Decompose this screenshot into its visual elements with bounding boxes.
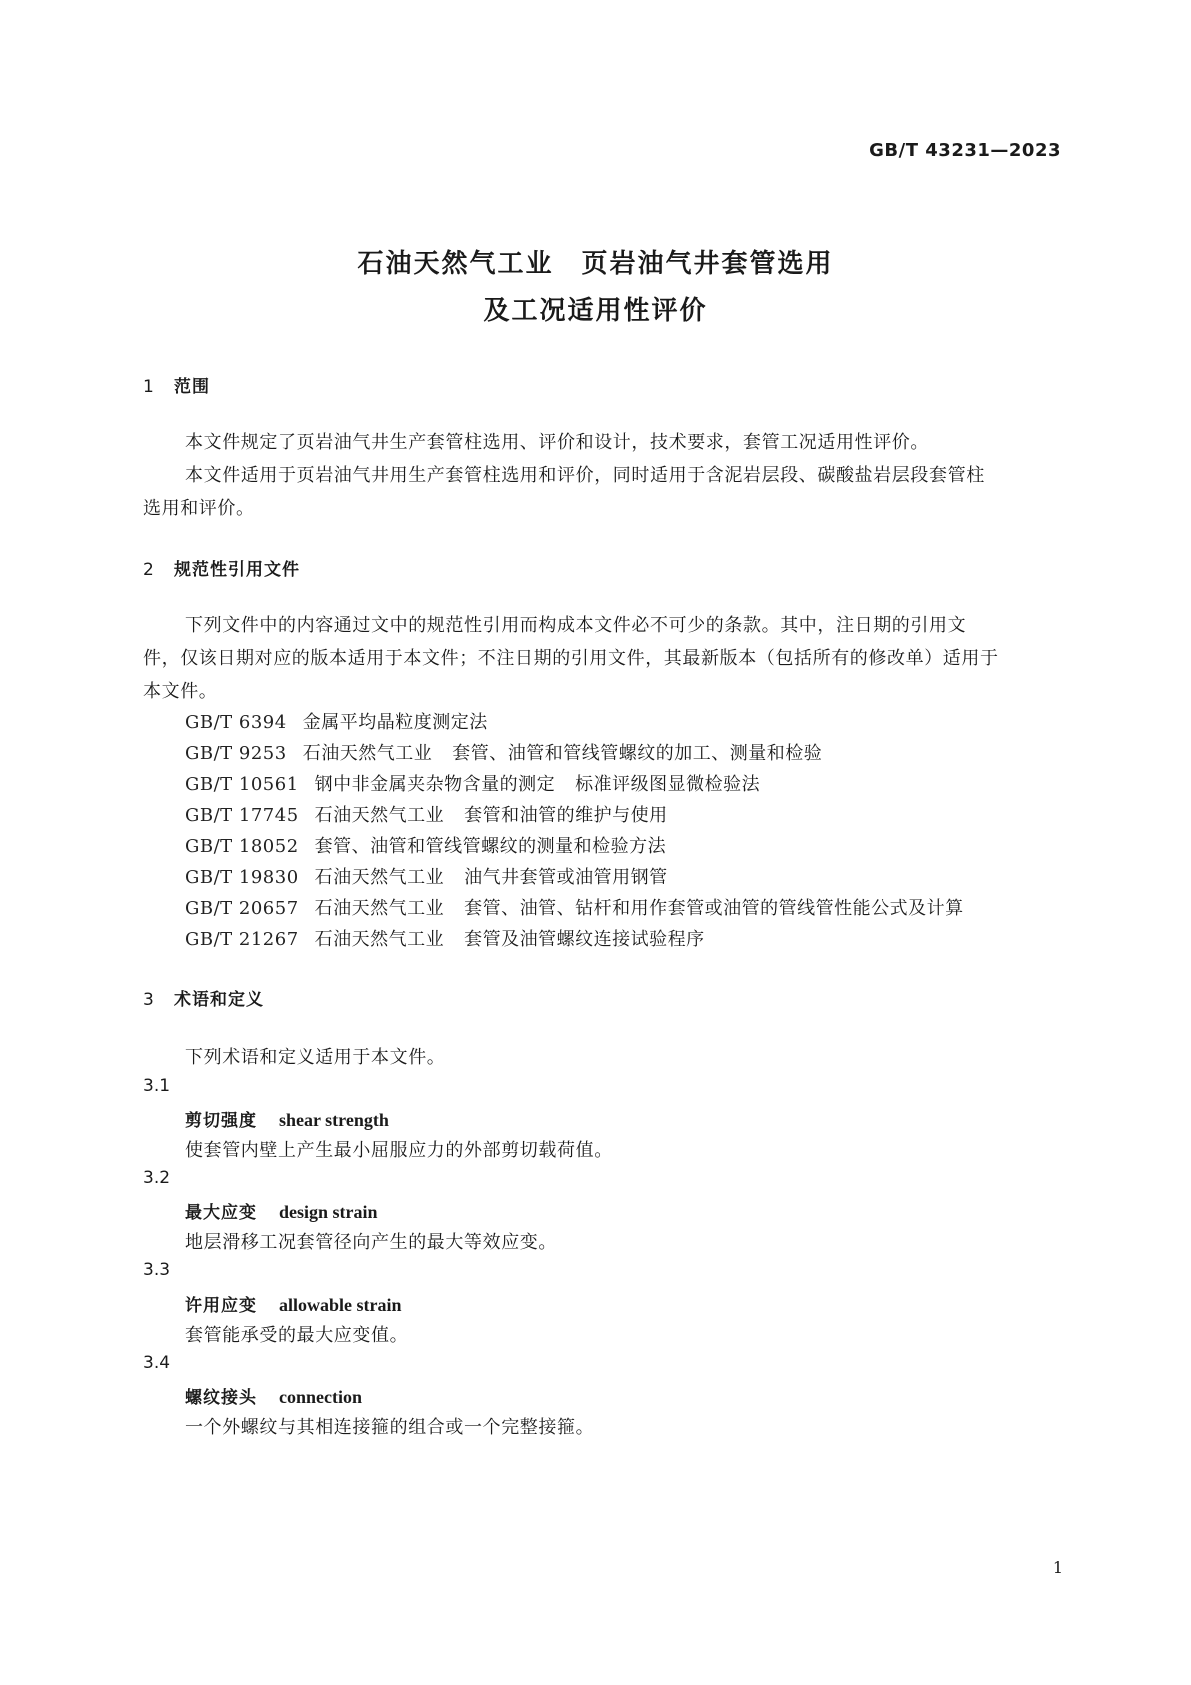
section-3-number: 3 (143, 990, 155, 1010)
term-name-zh: 许用应变 (185, 1296, 257, 1316)
reference-item (185, 708, 488, 734)
term-definition: 套管能承受的最大应变值。 (185, 1325, 409, 1346)
term-name-en: allowable strain (279, 1295, 402, 1315)
term-number: 3.2 (143, 1168, 171, 1188)
term-name-zh: 最大应变 (185, 1203, 257, 1223)
reference-item (185, 863, 668, 889)
reference-title: 石油天然气工业 (314, 929, 445, 950)
term-number: 3.1 (143, 1076, 171, 1096)
reference-title: 石油天然气工业 (302, 743, 433, 764)
section-1-para-2-line-2: 选用和评价。 (143, 498, 255, 519)
term-name (185, 1291, 402, 1316)
reference-title: 套管、油管和管线管螺纹的测量和检验方法 (314, 836, 667, 857)
section-2-intro-line-3: 本文件。 (143, 681, 218, 702)
term-definition: 使套管内壁上产生最小屈服应力的外部剪切载荷值。 (185, 1140, 613, 1161)
section-1-para-1: 本文件规定了页岩油气井生产套管柱选用、评价和设计，技术要求，套管工况适用性评价。 (185, 432, 929, 453)
section-1-heading (143, 372, 210, 397)
reference-title: 钢中非金属夹杂物含量的测定 (314, 774, 556, 795)
section-2-heading (143, 555, 300, 580)
section-3-intro: 下列术语和定义适用于本文件。 (185, 1047, 446, 1068)
section-3-title: 术语和定义 (174, 990, 264, 1010)
term-name-en: connection (279, 1387, 362, 1407)
reference-code: GB/T 17745 (185, 805, 299, 826)
section-2-intro-line-2: 件，仅该日期对应的版本适用于本文件；不注日期的引用文件，其最新版本（包括所有的修改单）适用于 (143, 648, 999, 669)
section-2-number: 2 (143, 560, 155, 580)
reference-item (185, 894, 964, 920)
section-1-body (143, 426, 1063, 525)
reference-title: 石油天然气工业 (314, 867, 445, 888)
reference-subtitle: 套管及油管螺纹连接试验程序 (464, 929, 705, 950)
term-number: 3.4 (143, 1353, 171, 1373)
page-number: 1 (1052, 1558, 1063, 1577)
section-2-intro-line-1: 下列文件中的内容通过文中的规范性引用而构成本文件必不可少的条款。其中，注日期的引用文 (185, 615, 967, 636)
section-2-intro (143, 609, 1063, 708)
reference-code: GB/T 10561 (185, 774, 299, 795)
reference-code: GB/T 6394 (185, 712, 287, 733)
reference-title: 石油天然气工业 (314, 805, 445, 826)
reference-title: 石油天然气工业 (314, 898, 445, 919)
reference-code: GB/T 20657 (185, 898, 299, 919)
term-name-en: design strain (279, 1202, 378, 1222)
reference-subtitle: 标准评级图显微检验法 (575, 774, 761, 795)
section-1-number: 1 (143, 377, 155, 397)
reference-code: GB/T 9253 (185, 743, 287, 764)
term-name (185, 1383, 362, 1408)
standard-code: GB/T 43231—2023 (869, 140, 1061, 161)
reference-item (185, 925, 705, 951)
term-definition: 地层滑移工况套管径向产生的最大等效应变。 (185, 1232, 557, 1253)
term-number: 3.3 (143, 1260, 171, 1280)
reference-item (185, 801, 668, 827)
reference-code: GB/T 21267 (185, 929, 299, 950)
document-title-line-1: 石油天然气工业 页岩油气井套管选用 (357, 249, 834, 279)
section-1-title: 范围 (174, 377, 210, 397)
section-2-title: 规范性引用文件 (174, 560, 300, 580)
term-definition: 一个外螺纹与其相连接箍的组合或一个完整接箍。 (185, 1417, 595, 1438)
reference-subtitle: 套管、油管、钻杆和用作套管或油管的管线管性能公式及计算 (464, 898, 964, 919)
term-name-en: shear strength (279, 1110, 389, 1130)
reference-item (185, 770, 760, 796)
section-3-heading (143, 985, 264, 1010)
term-name (185, 1198, 378, 1223)
term-name-zh: 剪切强度 (185, 1111, 257, 1131)
reference-subtitle: 油气井套管或油管用钢管 (464, 867, 668, 888)
reference-subtitle: 套管和油管的维护与使用 (464, 805, 668, 826)
term-name (185, 1106, 389, 1131)
term-name-zh: 螺纹接头 (185, 1388, 257, 1408)
reference-item (185, 739, 822, 765)
reference-item (185, 832, 666, 858)
reference-title: 金属平均晶粒度测定法 (302, 712, 488, 733)
reference-subtitle: 套管、油管和管线管螺纹的加工、测量和检验 (452, 743, 823, 764)
reference-code: GB/T 18052 (185, 836, 299, 857)
reference-code: GB/T 19830 (185, 867, 299, 888)
section-1-para-2-line-1: 本文件适用于页岩油气井用生产套管柱选用和评价，同时适用于含泥岩层段、碳酸盐岩层段套管柱 (185, 465, 985, 486)
document-title-line-2: 及工况适用性评价 (483, 296, 708, 326)
